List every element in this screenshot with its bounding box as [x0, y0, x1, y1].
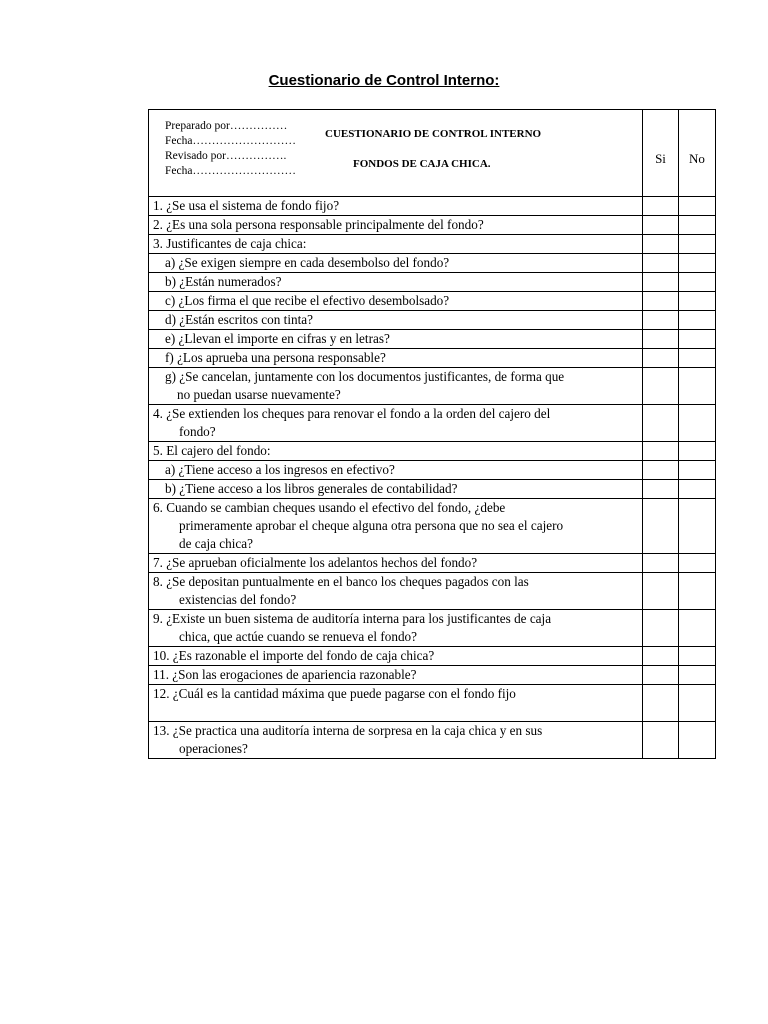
no-checkbox-cell[interactable] [679, 311, 716, 330]
question-cell: b) ¿Tiene acceso a los libros generales de contabilidad? [149, 480, 643, 499]
form-heading-line2: FONDOS DE CAJA CHICA. [353, 158, 491, 170]
no-checkbox-cell[interactable] [679, 235, 716, 254]
question-cell: a) ¿Tiene acceso a los ingresos en efectivo? [149, 461, 643, 480]
no-checkbox-cell[interactable] [679, 330, 716, 349]
question-cell: 2. ¿Es una sola persona responsable principalmente del fondo? [149, 216, 643, 235]
question-cell: 6. Cuando se cambian cheques usando el efectivo del fondo, ¿debe primeramente aprobar el cheque alguna otra persona que no sea el cajero de caja chica? [149, 499, 643, 554]
table-row [149, 368, 716, 405]
question-cell: 8. ¿Se depositan puntualmente en el banco los cheques pagados con las existencias del fondo? [149, 573, 643, 610]
prepared-by-field: Preparado por…………… [165, 120, 288, 132]
yes-checkbox-cell[interactable] [643, 368, 679, 405]
no-checkbox-cell[interactable] [679, 573, 716, 610]
no-column-header [679, 110, 716, 197]
table-row [149, 273, 716, 292]
table-row [149, 480, 716, 499]
table-row [149, 349, 716, 368]
yes-checkbox-cell[interactable] [643, 254, 679, 273]
question-cell: 1. ¿Se usa el sistema de fondo fijo? [149, 197, 643, 216]
no-checkbox-cell[interactable] [679, 722, 716, 759]
yes-checkbox-cell[interactable] [643, 349, 679, 368]
page-title: Cuestionario de Control Interno: [268, 72, 500, 89]
table-row [149, 442, 716, 461]
date-field: Fecha……………………… [165, 135, 296, 147]
no-checkbox-cell[interactable] [679, 480, 716, 499]
form-heading [325, 127, 541, 172]
table-row [149, 292, 716, 311]
yes-checkbox-cell[interactable] [643, 685, 679, 722]
question-cell: c) ¿Los firma el que recibe el efectivo desembolsado? [149, 292, 643, 311]
question-cell: 9. ¿Existe un buen sistema de auditoría interna para los justificantes de caja chica, que actúe cuando se renueva el fondo? [149, 610, 643, 647]
table-row [149, 554, 716, 573]
yes-checkbox-cell[interactable] [643, 311, 679, 330]
question-cell: b) ¿Están numerados? [149, 273, 643, 292]
no-checkbox-cell[interactable] [679, 405, 716, 442]
no-checkbox-cell[interactable] [679, 499, 716, 554]
no-checkbox-cell[interactable] [679, 554, 716, 573]
table-row [149, 216, 716, 235]
question-cell: g) ¿Se cancelan, juntamente con los documentos justificantes, de forma que no puedan usarse nuevamente? [149, 368, 643, 405]
table-row [149, 666, 716, 685]
no-checkbox-cell[interactable] [679, 647, 716, 666]
table-row [149, 254, 716, 273]
question-cell: 7. ¿Se aprueban oficialmente los adelantos hechos del fondo? [149, 554, 643, 573]
table-row [149, 722, 716, 759]
table-row [149, 573, 716, 610]
yes-checkbox-cell[interactable] [643, 461, 679, 480]
questionnaire-table [148, 109, 716, 759]
yes-checkbox-cell[interactable] [643, 573, 679, 610]
no-checkbox-cell[interactable] [679, 254, 716, 273]
no-checkbox-cell[interactable] [679, 197, 716, 216]
table-row [149, 235, 716, 254]
question-cell: 4. ¿Se extienden los cheques para renovar el fondo a la orden del cajero del fondo? [149, 405, 643, 442]
question-cell: a) ¿Se exigen siempre en cada desembolso del fondo? [149, 254, 643, 273]
question-cell: 5. El cajero del fondo: [149, 442, 643, 461]
no-checkbox-cell[interactable] [679, 461, 716, 480]
form-heading-line1: CUESTIONARIO DE CONTROL INTERNO [325, 128, 542, 140]
yes-checkbox-cell[interactable] [643, 405, 679, 442]
table-row [149, 405, 716, 442]
yes-checkbox-cell[interactable] [643, 292, 679, 311]
yes-checkbox-cell[interactable] [643, 235, 679, 254]
signature-block [165, 119, 296, 179]
yes-checkbox-cell[interactable] [643, 197, 679, 216]
question-cell: 12. ¿Cuál es la cantidad máxima que puede pagarse con el fondo fijo [149, 685, 643, 722]
yes-checkbox-cell[interactable] [643, 554, 679, 573]
question-cell: 13. ¿Se practica una auditoría interna de sorpresa en la caja chica y en sus operaciones? [149, 722, 643, 759]
no-checkbox-cell[interactable] [679, 442, 716, 461]
yes-column-header [643, 110, 679, 197]
yes-checkbox-cell[interactable] [643, 666, 679, 685]
no-checkbox-cell[interactable] [679, 368, 716, 405]
no-checkbox-cell[interactable] [679, 292, 716, 311]
question-cell: e) ¿Llevan el importe en cifras y en letras? [149, 330, 643, 349]
no-label: No [689, 151, 705, 166]
no-checkbox-cell[interactable] [679, 216, 716, 235]
table-row [149, 647, 716, 666]
yes-checkbox-cell[interactable] [643, 610, 679, 647]
question-cell: 3. Justificantes de caja chica: [149, 235, 643, 254]
no-checkbox-cell[interactable] [679, 666, 716, 685]
yes-checkbox-cell[interactable] [643, 273, 679, 292]
table-row [149, 197, 716, 216]
yes-checkbox-cell[interactable] [643, 216, 679, 235]
no-checkbox-cell[interactable] [679, 610, 716, 647]
no-checkbox-cell[interactable] [679, 349, 716, 368]
table-row [149, 311, 716, 330]
question-cell: 11. ¿Son las erogaciones de apariencia razonable? [149, 666, 643, 685]
no-checkbox-cell[interactable] [679, 273, 716, 292]
header-row [149, 110, 716, 197]
table-row [149, 461, 716, 480]
yes-checkbox-cell[interactable] [643, 722, 679, 759]
yes-checkbox-cell[interactable] [643, 499, 679, 554]
yes-label: Si [655, 151, 666, 166]
yes-checkbox-cell[interactable] [643, 330, 679, 349]
yes-checkbox-cell[interactable] [643, 480, 679, 499]
reviewed-by-field: Revisado por……………. [165, 150, 287, 162]
table-row [149, 330, 716, 349]
table-row [149, 685, 716, 722]
yes-checkbox-cell[interactable] [643, 647, 679, 666]
table-row [149, 499, 716, 554]
header-info-cell [149, 110, 643, 197]
question-cell: f) ¿Los aprueba una persona responsable? [149, 349, 643, 368]
yes-checkbox-cell[interactable] [643, 442, 679, 461]
date-field: Fecha……………………… [165, 165, 296, 177]
question-cell: d) ¿Están escritos con tinta? [149, 311, 643, 330]
table-row [149, 610, 716, 647]
question-cell: 10. ¿Es razonable el importe del fondo de caja chica? [149, 647, 643, 666]
no-checkbox-cell[interactable] [679, 685, 716, 722]
